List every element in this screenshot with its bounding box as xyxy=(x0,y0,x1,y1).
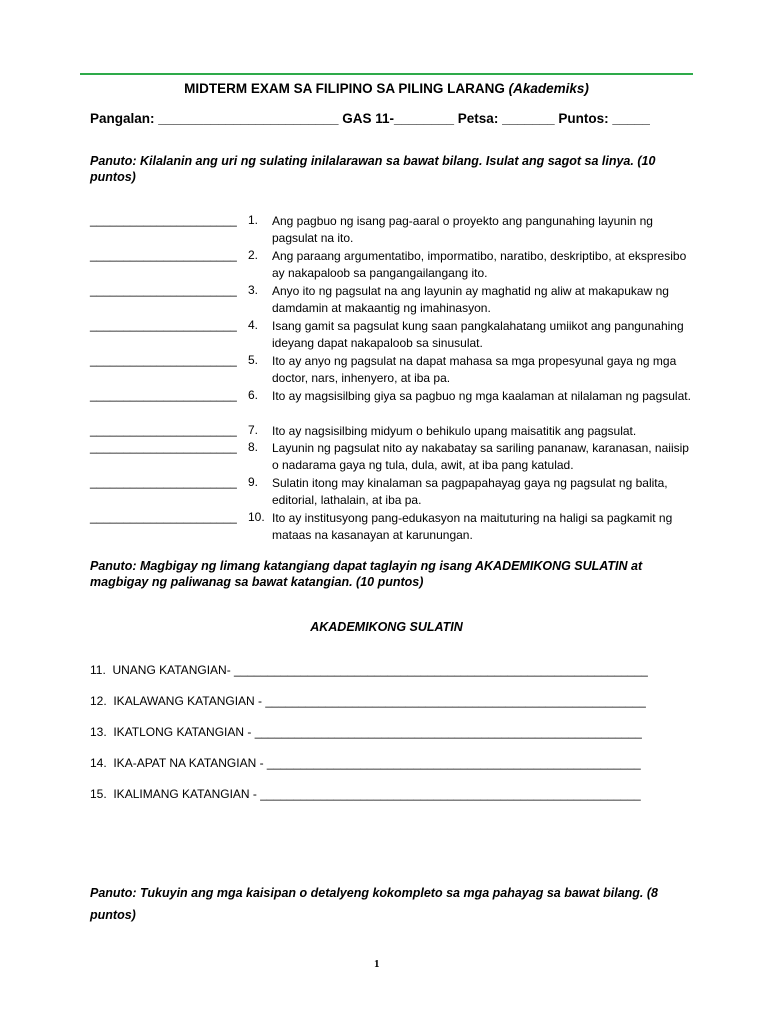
exam-title-subject: (Akademiks) xyxy=(508,81,589,96)
katangian-item-11[interactable]: 11. UNANG KATANGIAN- ______________________________________________________________ xyxy=(90,663,648,677)
answer-blank[interactable]: ______________________ xyxy=(90,388,237,402)
question-number: 8. xyxy=(248,440,259,454)
question-text: Anyo ito ng pagsulat na ang layunin ay maghatid ng aliw at makapukaw ng damdamin at makaantig ng imahinasyon. xyxy=(272,284,669,315)
katangian-item-12[interactable]: 12. IKALAWANG KATANGIAN - _________________________________________________________ xyxy=(90,694,646,708)
answer-blank[interactable]: ______________________ xyxy=(90,475,237,489)
answer-blank[interactable]: ______________________ xyxy=(90,213,237,227)
exam-title xyxy=(80,81,693,96)
answer-blank[interactable]: ______________________ xyxy=(90,248,237,262)
answer-blank[interactable]: ______________________ xyxy=(90,440,237,454)
section-title-akademikong-sulatin: AKADEMIKONG SULATIN xyxy=(310,620,463,634)
question-text: Ang pagbuo ng isang pag-aaral o proyekto ang pangunahing layunin ng pagsulat na ito. xyxy=(272,214,653,245)
answer-blank[interactable]: ______________________ xyxy=(90,318,237,332)
question-number: 10. xyxy=(248,510,265,524)
question-text: Ito ay nagsisilbing midyum o behikulo upang maisatitik ang pagsulat. xyxy=(272,424,637,438)
question-text: Isang gamit sa pagsulat kung saan pangkalahatang umiikot ang pangunahing ideyang dapat nakapaloob sa sinusulat. xyxy=(272,319,684,350)
question-text: Sulatin itong may kinalaman sa pagpapahayag gaya ng pagsulat ng balita, editorial, lathalain, at iba pa. xyxy=(272,476,668,507)
question-text: Ito ay institusyong pang-edukasyon na maituturing na haligi sa pagkamit ng mataas na kasanayan at karunungan. xyxy=(272,511,673,542)
answer-blank[interactable]: ______________________ xyxy=(90,510,237,524)
question-number: 1. xyxy=(248,213,259,227)
katangian-item-15[interactable]: 15. IKALIMANG KATANGIAN - _________________________________________________________ xyxy=(90,787,641,801)
question-text: Ang paraang argumentatibo, impormatibo, naratibo, deskriptibo, at ekspresibo ay nakapaloob sa pangangailangang ito. xyxy=(272,249,687,280)
page-number: 1 xyxy=(374,958,380,970)
question-number: 5. xyxy=(248,353,259,367)
answer-blank[interactable]: ______________________ xyxy=(90,353,237,367)
answer-blank[interactable]: ______________________ xyxy=(90,283,237,297)
question-text: Ito ay magsisilbing giya sa pagbuo ng mga kaalaman at nilalaman ng pagsulat. xyxy=(272,389,691,403)
katangian-item-14[interactable]: 14. IKA-APAT NA KATANGIAN - ________________________________________________________ xyxy=(90,756,641,770)
instruction-part-1: Panuto: Kilalanin ang uri ng sulating inilalarawan sa bawat bilang. Isulat ang sagot sa linya. (10 puntos) xyxy=(90,154,656,184)
question-number: 2. xyxy=(248,248,259,262)
katangian-item-13[interactable]: 13. IKATLONG KATANGIAN - __________________________________________________________ xyxy=(90,725,642,739)
question-number: 7. xyxy=(248,423,259,437)
instruction-part-3: Panuto: Tukuyin ang mga kaisipan o detalyeng kokompleto sa mga pahayag sa bawat bilang. (8 puntos) xyxy=(90,886,658,922)
instruction-part-2: Panuto: Magbigay ng limang katangiang dapat taglayin ng isang AKADEMIKONG SULATIN at magbigay ng paliwanag sa bawat katangian. (10 puntos) xyxy=(90,559,643,589)
question-text: Ito ay anyo ng pagsulat na dapat mahasa sa mga propesyunal gaya ng mga doctor, nars, inhenyero, at iba pa. xyxy=(272,354,677,385)
question-number: 3. xyxy=(248,283,259,297)
question-number: 9. xyxy=(248,475,259,489)
header-rule xyxy=(80,73,693,75)
question-number: 6. xyxy=(248,388,259,402)
question-number: 4. xyxy=(248,318,259,332)
student-info-line[interactable]: Pangalan: ________________________ GAS 11-________ Petsa: _______ Puntos: _____ xyxy=(90,111,650,126)
question-text: Layunin ng pagsulat nito ay nakabatay sa sariling pananaw, karanasan, naiisip o nadarama gaya ng tula, dula, awit, at iba pang katulad. xyxy=(272,441,689,472)
answer-blank[interactable]: ______________________ xyxy=(90,423,237,437)
exam-title-main: MIDTERM EXAM SA FILIPINO SA PILING LARANG xyxy=(184,81,509,96)
